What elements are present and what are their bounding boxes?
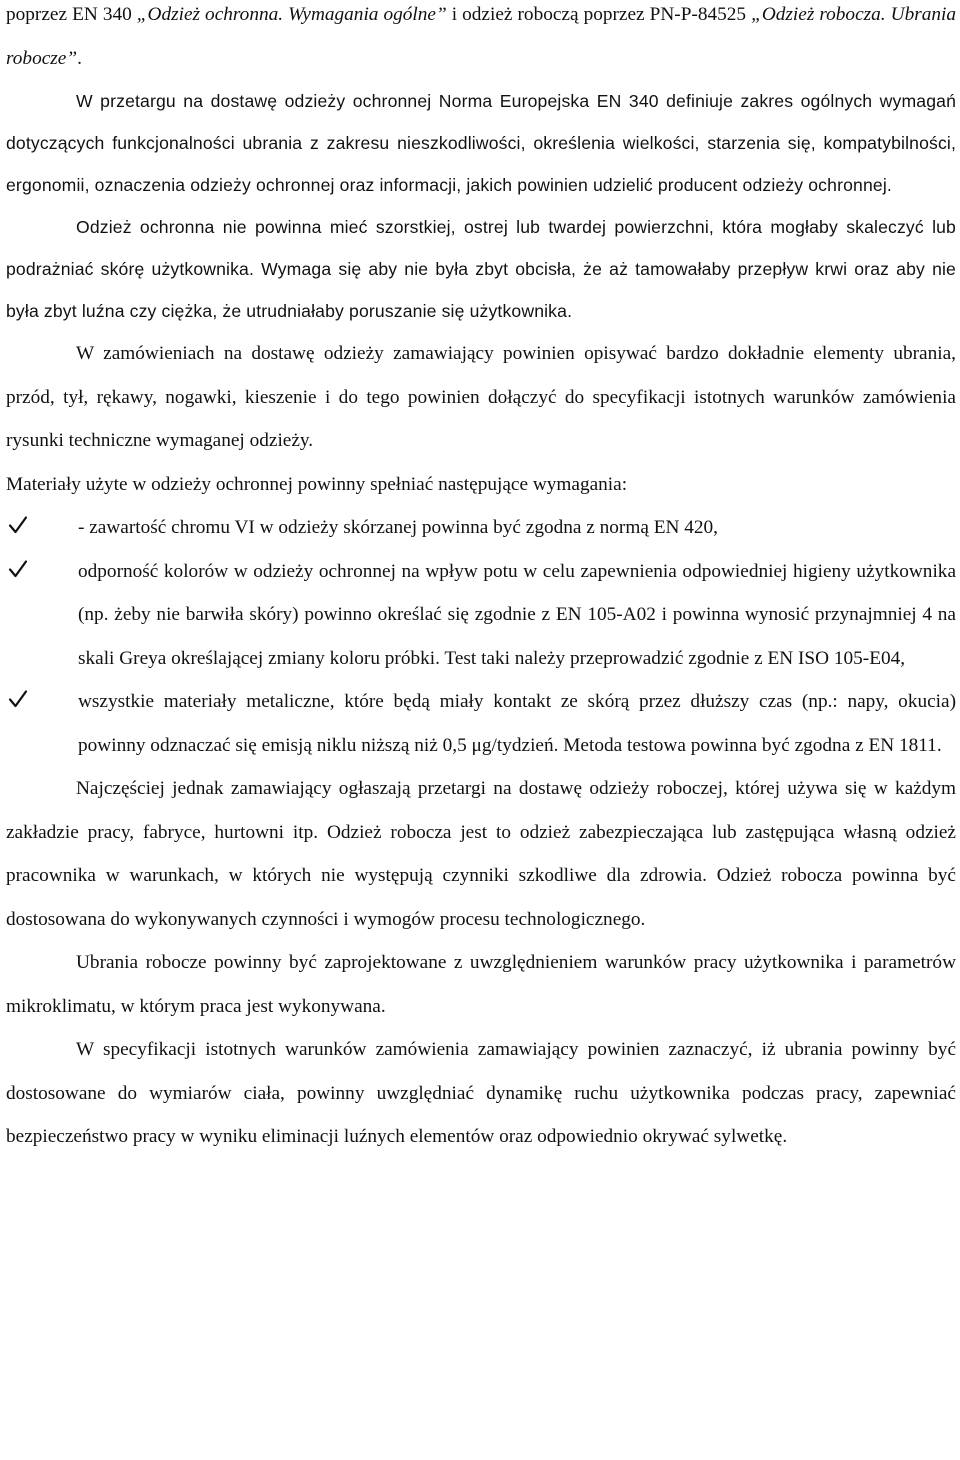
checkmark-icon (8, 559, 28, 579)
intro-text-a: poprzez EN 340 (6, 4, 137, 25)
requirement-item (6, 506, 956, 550)
requirement-text: odporność kolorów w odzieży ochronnej na wpływ potu w celu zapewnienia odpowiedniej higieny użytkownika (np. żeby nie barwiła skóry) powinno określać się zgodnie z EN 105-A02 i powinna wynosić przynajmniej 4 na skali Greya określającej zmiany koloru próbki. Test taki należy przeprowadzić zgodnie z EN ISO 105-E04, (78, 560, 956, 669)
paragraph-work-clothing: Najczęściej jednak zamawiający ogłaszają przetargi na dostawę odzieży roboczej, której używa się w każdym zakładzie pracy, fabryce, hurtowni itp. Odzież robocza jest to odzież zabezpieczająca lub zastępująca własną odzież pracownika w warunkach, w których nie występują czynniki szkodliwe dla zdrowia. Odzież robocza powinna być dostosowana do wykonywanych czynności i wymogów procesu technologicznego. (6, 778, 956, 930)
paragraph-design: Ubrania robocze powinny być zaprojektowane z uwzględnieniem warunków pracy użytkownika i parametrów mikroklimatu, w którym praca jest wykonywana. (6, 952, 956, 1017)
requirement-item (6, 550, 956, 681)
intro-text-e: . (77, 47, 82, 69)
standard-title-pn: „Odzież robocza. Ubrania robocze” (6, 4, 956, 69)
paragraph-surface: Odzież ochronna nie powinna mieć szorstkiej, ostrej lub twardej powierzchni, która mogłaby skaleczyć lub podrażniać skórę użytkownika. Wymaga się aby nie była zbyt obcisła, że aż tamowałaby przepływ krwi oraz aby nie była zbyt luźna czy ciężka, że utrudniałaby poruszanie się użytkownika. (6, 217, 956, 321)
checkmark-icon (8, 689, 28, 709)
intro-text-c: i odzież roboczą poprzez PN-P-84525 (446, 4, 752, 25)
document-page (6, 0, 956, 1159)
requirement-text: wszystkie materiały metaliczne, które będą miały kontakt ze skórą przez dłuższy czas (np.: napy, okucia) powinny odznaczać się emisją niklu niższą niż 0,5 μg/tydzień. Metoda testowa powinna być zgodna z EN 1811. (78, 691, 956, 756)
paragraph-materials: Materiały użyte w odzieży ochronnej powinny spełniać następujące wymagania: (6, 473, 628, 495)
standard-title-en340: „Odzież ochronna. Wymagania ogólne” (136, 4, 447, 25)
paragraph-specification: W specyfikacji istotnych warunków zamówienia zamawiający powinien zaznaczyć, iż ubrania powinny być dostosowane do wymiarów ciała, powinny uwzględniać dynamikę ruchu użytkownika podczas pracy, zapewniać bezpieczeństwo pracy w wyniku eliminacji luźnych elementów oraz odpowiednio okrywać sylwetkę. (6, 1039, 956, 1147)
checkmark-icon (8, 515, 28, 535)
paragraph-orders: W zamówieniach na dostawę odzieży zamawiający powinien opisywać bardzo dokładnie elementy ubrania, przód, tył, rękawy, nogawki, kieszenie i do tego powinien dołączyć do specyfikacji istotnych warunków zamówienia rysunki techniczne wymaganej odzieży. (6, 343, 956, 451)
requirements-list (6, 506, 956, 767)
requirement-item (6, 680, 956, 767)
requirement-text: - zawartość chromu VI w odzieży skórzanej powinna być zgodna z normą EN 420, (78, 517, 718, 538)
paragraph-en340: W przetargu na dostawę odzieży ochronnej Norma Europejska EN 340 definiuje zakres ogólnych wymagań dotyczących funkcjonalności ubrania z zakresu nieszkodliwości, określenia wielkości, starzenia się, kompatybilności, ergonomii, oznaczenia odzieży ochronnej oraz informacji, jakich powinien udzielić producent odzieży ochronnej. (6, 91, 956, 195)
paragraph-intro (6, 0, 956, 80)
